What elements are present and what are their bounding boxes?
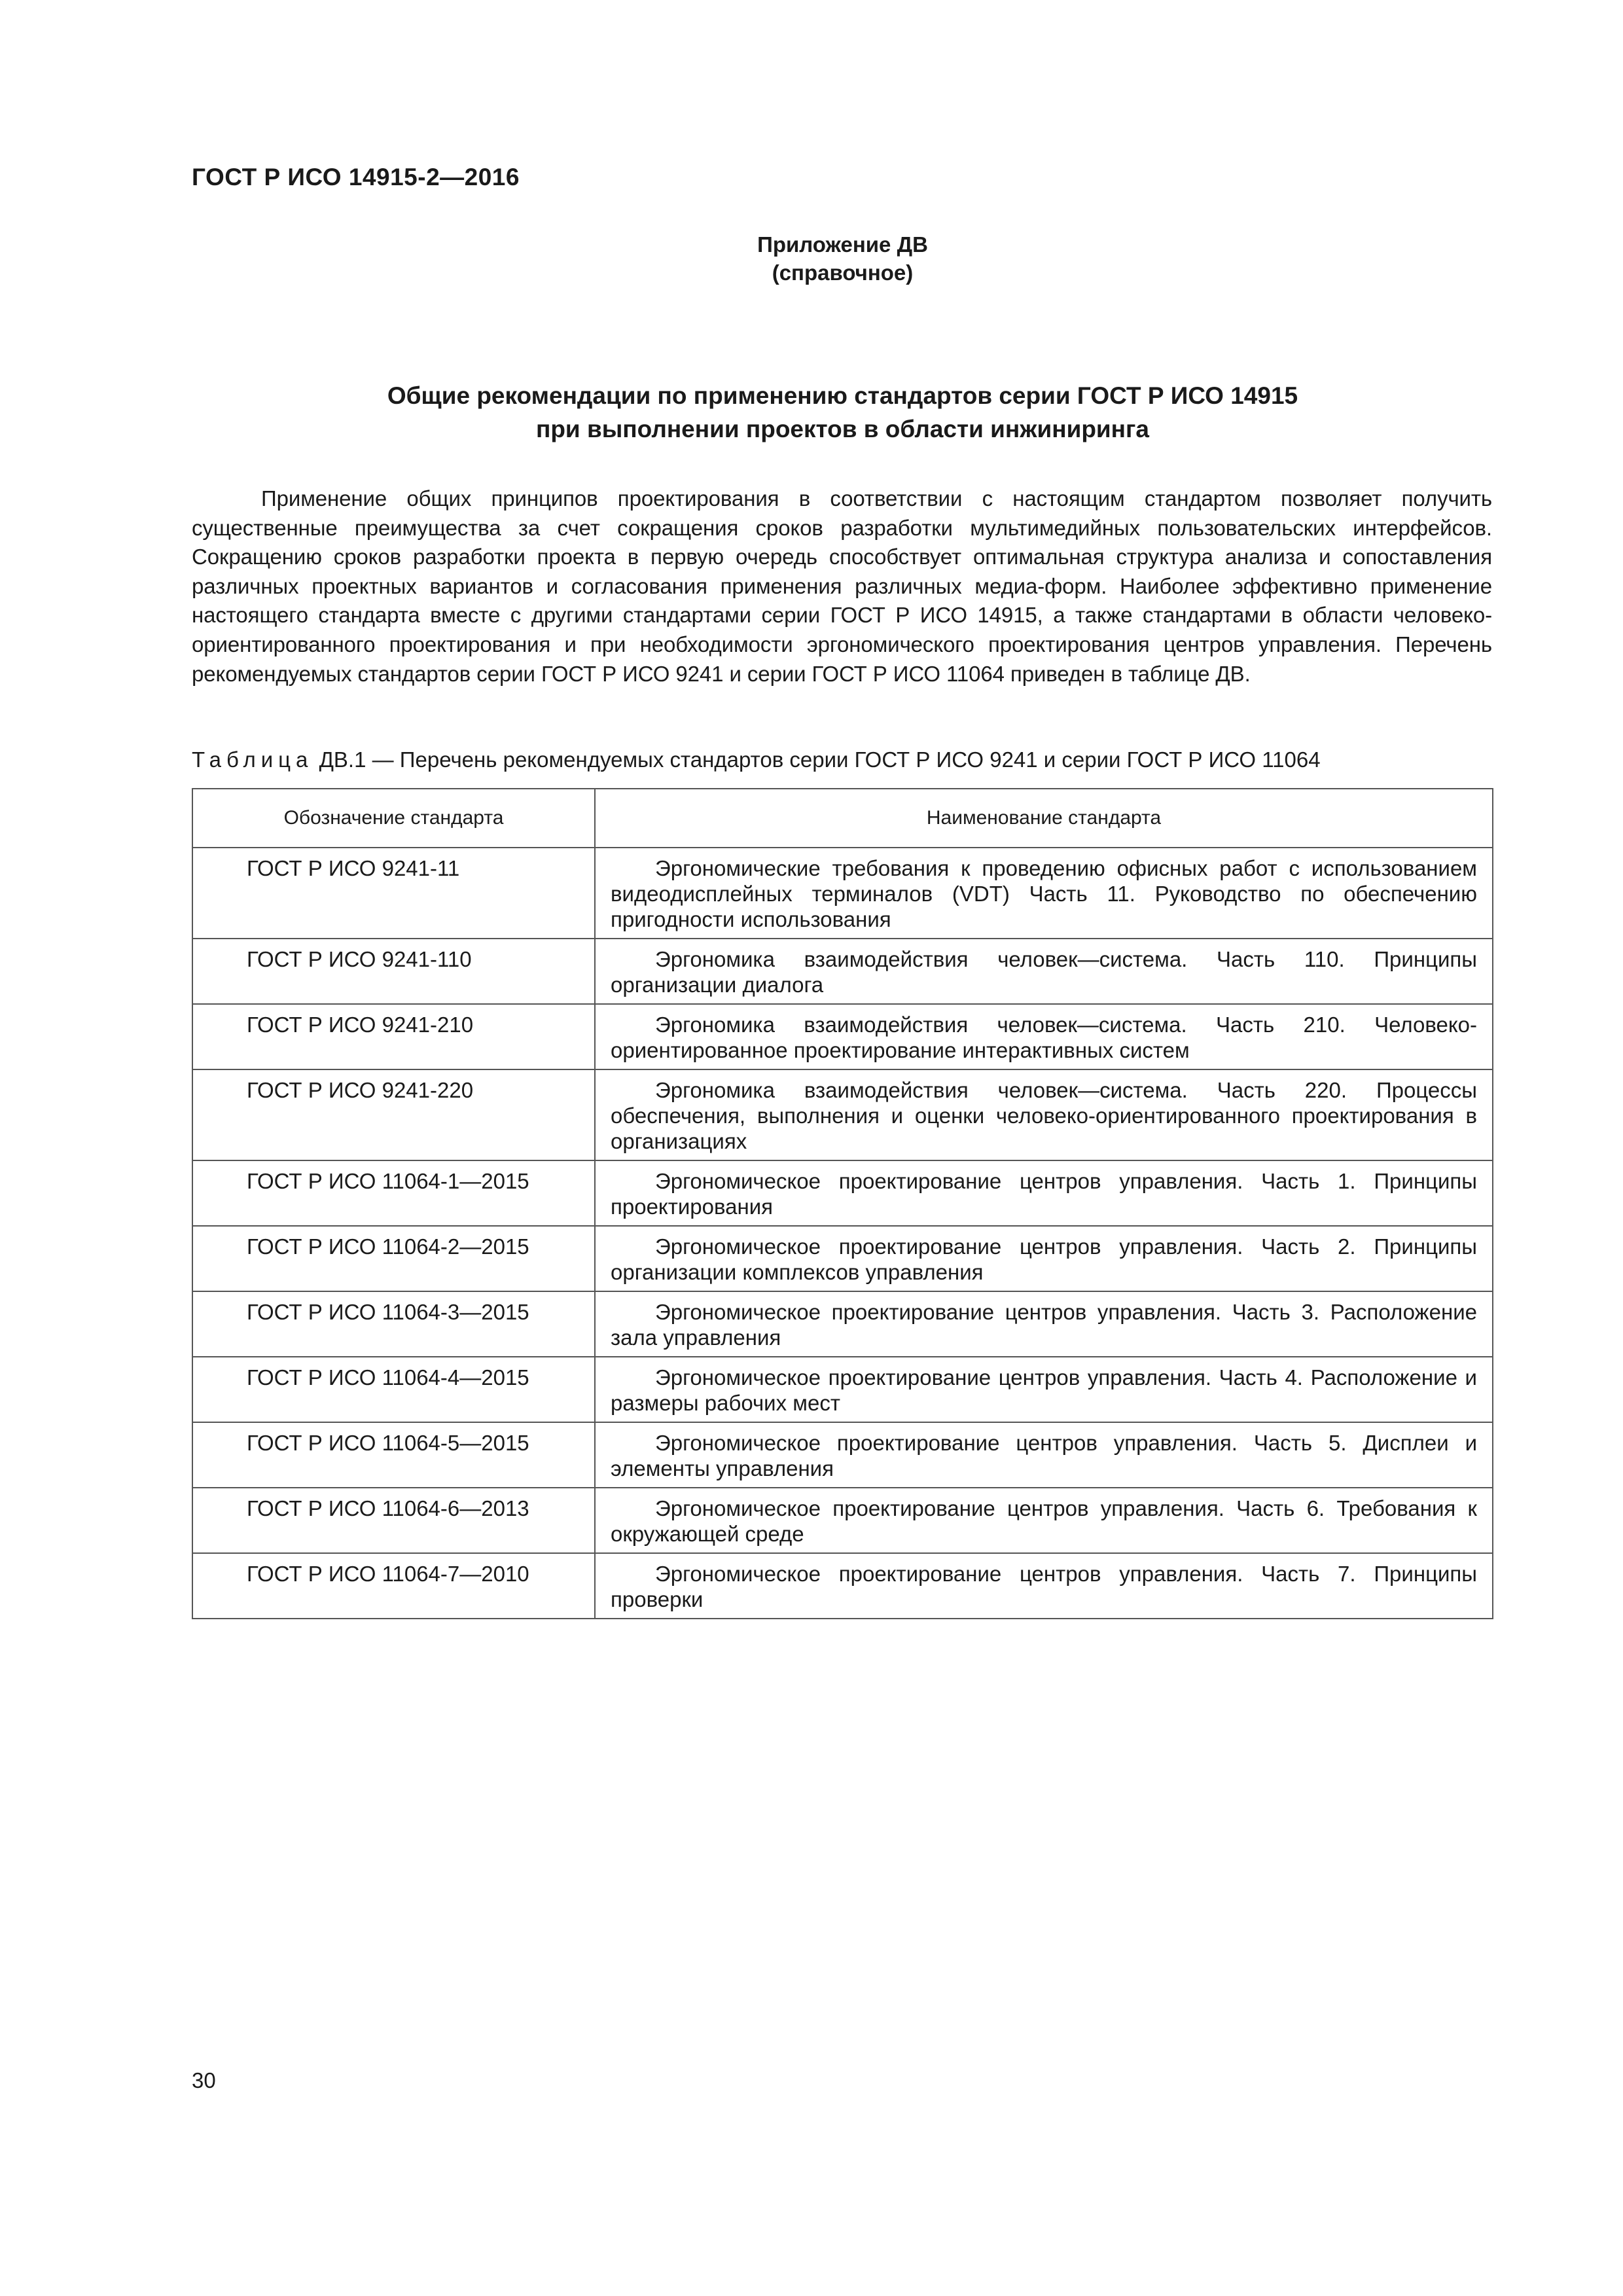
standard-code: ГОСТ Р ИСО 11064-5—2015 [192, 1422, 595, 1488]
document-id: ГОСТ Р ИСО 14915-2—2016 [192, 164, 520, 190]
standard-name: Эргономическое проектирование центров управления. Часть 2. Принципы организации комплексов управления [611, 1234, 1477, 1284]
body-text [192, 484, 1492, 689]
table-row [192, 848, 1493, 939]
standard-name: Эргономические требования к проведению офисных работ с использованием видеодисплейных терминалов (VDT) Часть 11. Руководство по обеспечению пригодности использования [611, 856, 1477, 931]
standard-name: Эргономика взаимодействия человек—система. Часть 110. Принципы организации диалога [611, 947, 1477, 997]
standard-code: ГОСТ Р ИСО 9241-110 [192, 939, 595, 1004]
annex-subtitle: (справочное) [772, 260, 914, 285]
table-row [192, 1004, 1493, 1069]
header-code: Обозначение стандарта [192, 789, 595, 848]
standard-code: ГОСТ Р ИСО 11064-2—2015 [192, 1226, 595, 1291]
standard-code: ГОСТ Р ИСО 11064-4—2015 [192, 1357, 595, 1422]
standard-name: Эргономическое проектирование центров управления. Часть 5. Дисплеи и элементы управления [611, 1431, 1477, 1480]
standard-code: ГОСТ Р ИСО 11064-7—2010 [192, 1553, 595, 1619]
standard-name: Эргономическое проектирование центров управления. Часть 7. Принципы проверки [611, 1562, 1477, 1611]
table-caption [192, 745, 1492, 774]
annex-heading [0, 230, 1623, 287]
table-caption-label: Таблица [192, 747, 313, 772]
table-row [192, 1160, 1493, 1226]
table-row [192, 1357, 1493, 1422]
standard-name: Эргономика взаимодействия человек—система. Часть 210. Человеко-ориентированное проектирование интерактивных систем [611, 1013, 1477, 1062]
section-title [0, 379, 1623, 446]
section-title-line-1: Общие рекомендации по применению стандартов серии ГОСТ Р ИСО 14915 [387, 382, 1298, 409]
page-number: 30 [192, 2068, 216, 2092]
table-row [192, 1291, 1493, 1357]
standard-name: Эргономическое проектирование центров управления. Часть 3. Расположение зала управления [611, 1300, 1477, 1350]
body-paragraph: Применение общих принципов проектирования в соответствии с настоящим стандартом позволяет получить существенные преимущества за счет сокращения сроков разработки мультимедийных пользовательских интерфейсов. Сокращению сроков разработки проекта в первую очередь способствует оптимальная структура анализа и сопоставления различных проектных вариантов и согласования применения различных медиа-форм. Наиболее эффективно применение настоящего стандарта вместе с другими стандартами серии ГОСТ Р ИСО 14915, а также стандартами в области человеко-ориентированного проектирования и при необходимости эргономического проектирования центров управления. Перечень рекомендуемых стандартов серии ГОСТ Р ИСО 9241 и серии ГОСТ Р ИСО 11064 приведен в таблице ДВ. [192, 486, 1492, 686]
table-row [192, 1069, 1493, 1160]
table-row [192, 1488, 1493, 1553]
standard-name: Эргономическое проектирование центров управления. Часть 6. Требования к окружающей среде [611, 1496, 1477, 1546]
standard-code: ГОСТ Р ИСО 9241-210 [192, 1004, 595, 1069]
header-name: Наименование стандарта [595, 789, 1493, 848]
standard-code: ГОСТ Р ИСО 11064-3—2015 [192, 1291, 595, 1357]
standard-code: ГОСТ Р ИСО 11064-1—2015 [192, 1160, 595, 1226]
table-row [192, 1422, 1493, 1488]
table-header-row [192, 789, 1493, 848]
table-caption-text: ДВ.1 — Перечень рекомендуемых стандартов серии ГОСТ Р ИСО 9241 и серии ГОСТ Р ИСО 11064 [319, 747, 1321, 772]
standard-name: Эргономическое проектирование центров управления. Часть 4. Расположение и размеры рабочих мест [611, 1365, 1477, 1415]
section-title-line-2: при выполнении проектов в области инжиниринга [535, 416, 1149, 442]
standard-code: ГОСТ Р ИСО 9241-220 [192, 1069, 595, 1160]
table-row [192, 1553, 1493, 1619]
standard-code: ГОСТ Р ИСО 9241-11 [192, 848, 595, 939]
table-row [192, 939, 1493, 1004]
standard-code: ГОСТ Р ИСО 11064-6—2013 [192, 1488, 595, 1553]
standard-name: Эргономическое проектирование центров управления. Часть 1. Принципы проектирования [611, 1169, 1477, 1219]
table-row [192, 1226, 1493, 1291]
standard-name: Эргономика взаимодействия человек—система. Часть 220. Процессы обеспечения, выполнения и оценки человеко-ориентированного проектирования в организациях [611, 1078, 1477, 1153]
standards-table [192, 788, 1493, 1619]
annex-title: Приложение ДВ [757, 232, 928, 257]
